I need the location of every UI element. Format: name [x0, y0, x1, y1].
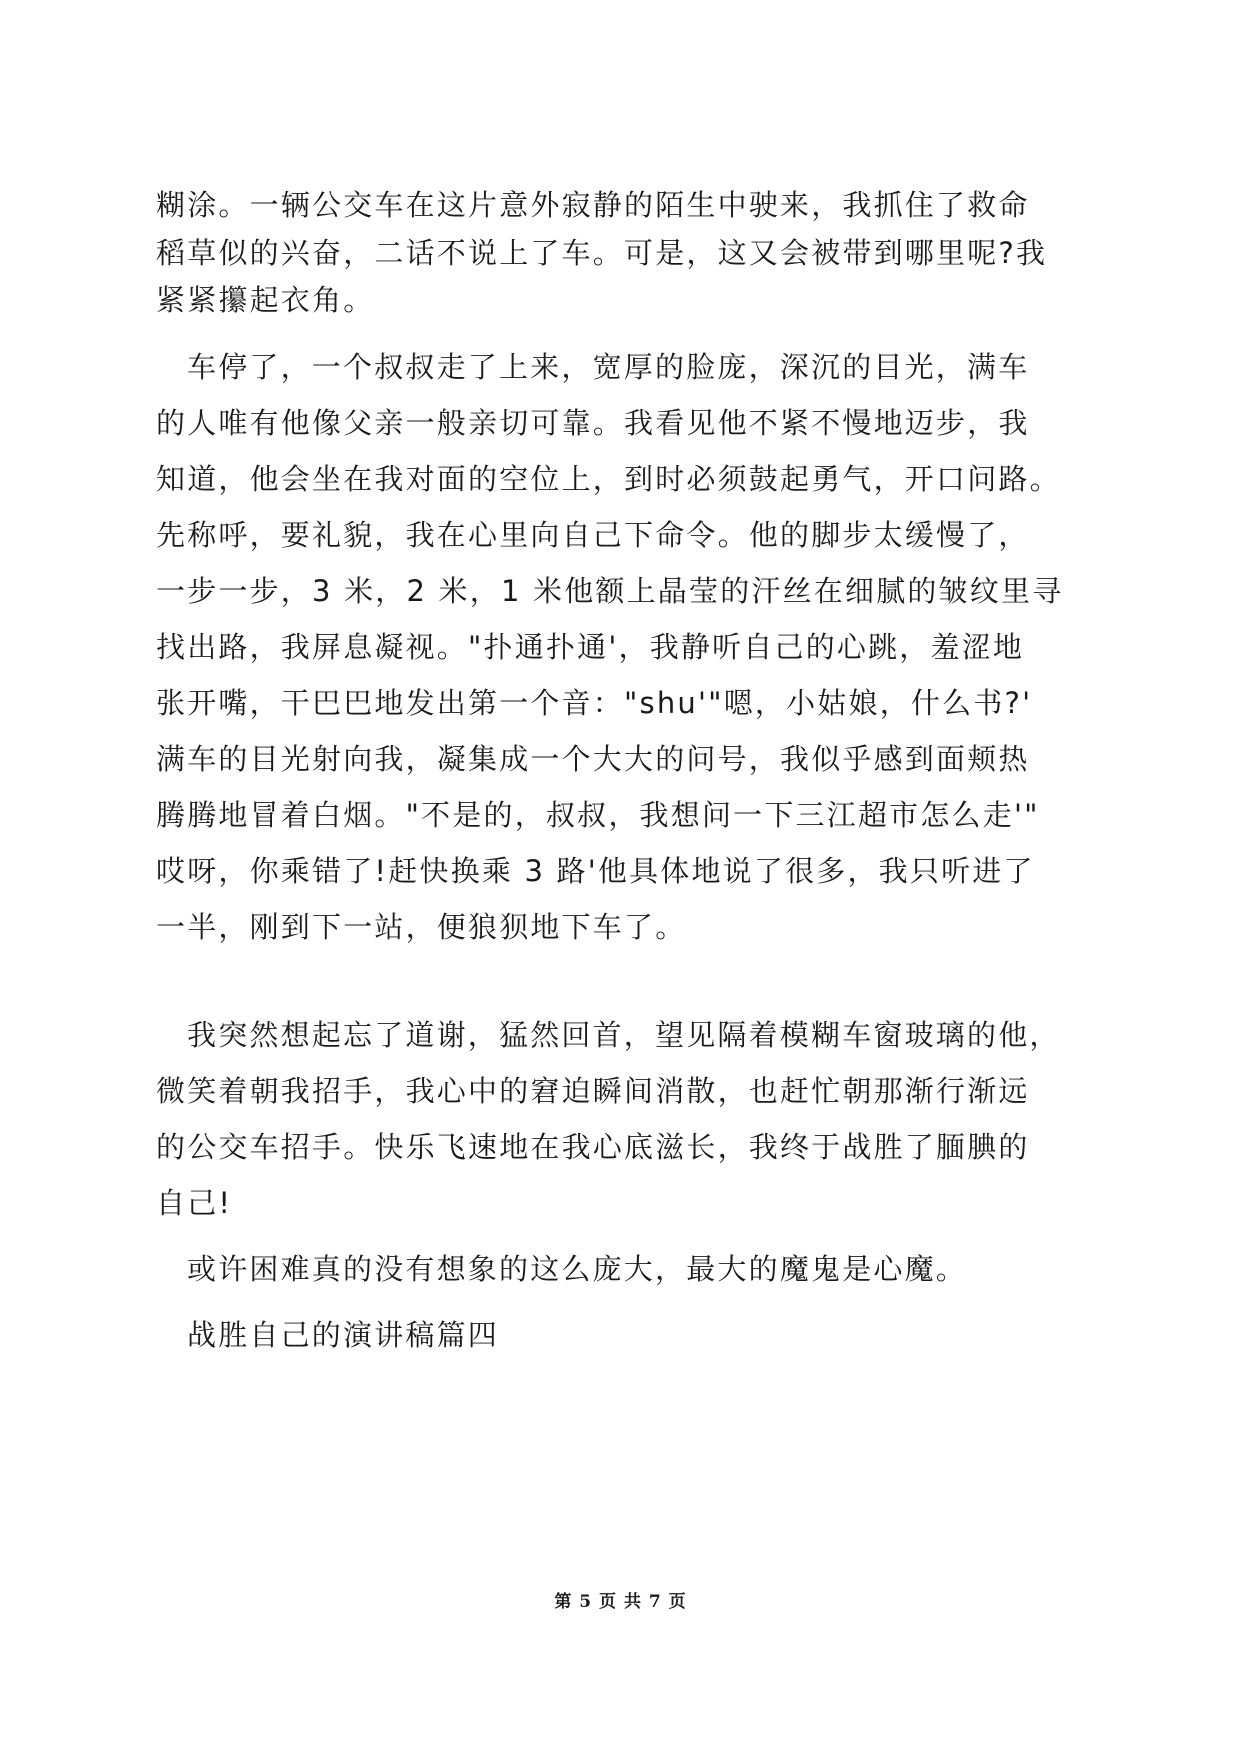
section-heading: 战胜自己的演讲稿篇四 — [187, 1318, 500, 1352]
text-line: 我突然想起忘了道谢，猛然回首，望见隔着模糊车窗玻璃的他， — [187, 1018, 1061, 1052]
text-line: 稻草似的兴奋，二话不说上了车。可是，这又会被带到哪里呢?我 — [156, 236, 1048, 270]
text-line: 一步一步，3 米，2 米，1 米他额上晶莹的汗丝在细腻的皱纹里寻 — [156, 574, 1064, 608]
text-line: 的公交车招手。快乐飞速地在我心底滋长，我终于战胜了腼腆的 — [156, 1130, 1030, 1164]
text-line: 找出路，我屏息凝视。"扑通扑通'，我静听自己的心跳，羞涩地 — [156, 630, 1025, 664]
text-line: 微笑着朝我招手，我心中的窘迫瞬间消散，也赶忙朝那渐行渐远 — [156, 1074, 1030, 1108]
text-line: 腾腾地冒着白烟。"不是的，叔叔，我想问一下三江超市怎么走'" — [156, 798, 1040, 832]
text-line: 自己! — [156, 1186, 233, 1220]
page-number-footer: 第 5 页 共 7 页 — [554, 1592, 687, 1612]
text-line: 的人唯有他像父亲一般亲切可靠。我看见他不紧不慢地迈步，我 — [156, 406, 1030, 440]
text-line: 满车的目光射向我，凝集成一个大大的问号，我似乎感到面颊热 — [156, 742, 1030, 776]
text-line: 糊涂。一辆公交车在这片意外寂静的陌生中驶来，我抓住了救命 — [156, 188, 1030, 222]
text-line: 先称呼，要礼貌，我在心里向自己下命令。他的脚步太缓慢了， — [156, 518, 1030, 552]
text-line: 一半，刚到下一站，便狼狈地下车了。 — [156, 910, 687, 944]
text-line: 车停了，一个叔叔走了上来，宽厚的脸庞，深沉的目光，满车 — [187, 350, 1030, 384]
text-line: 张开嘴，干巴巴地发出第一个音："shu'"嗯，小姑娘，什么书?' — [156, 686, 1033, 720]
text-line: 紧紧攥起衣角。 — [156, 283, 375, 317]
text-line: 哎呀，你乘错了!赶快换乘 3 路'他具体地说了很多，我只听进了 — [156, 854, 1035, 888]
text-line: 知道，他会坐在我对面的空位上，到时必须鼓起勇气，开口问路。 — [156, 462, 1061, 496]
text-line: 或许困难真的没有想象的这么庞大，最大的魔鬼是心魔。 — [187, 1252, 968, 1286]
